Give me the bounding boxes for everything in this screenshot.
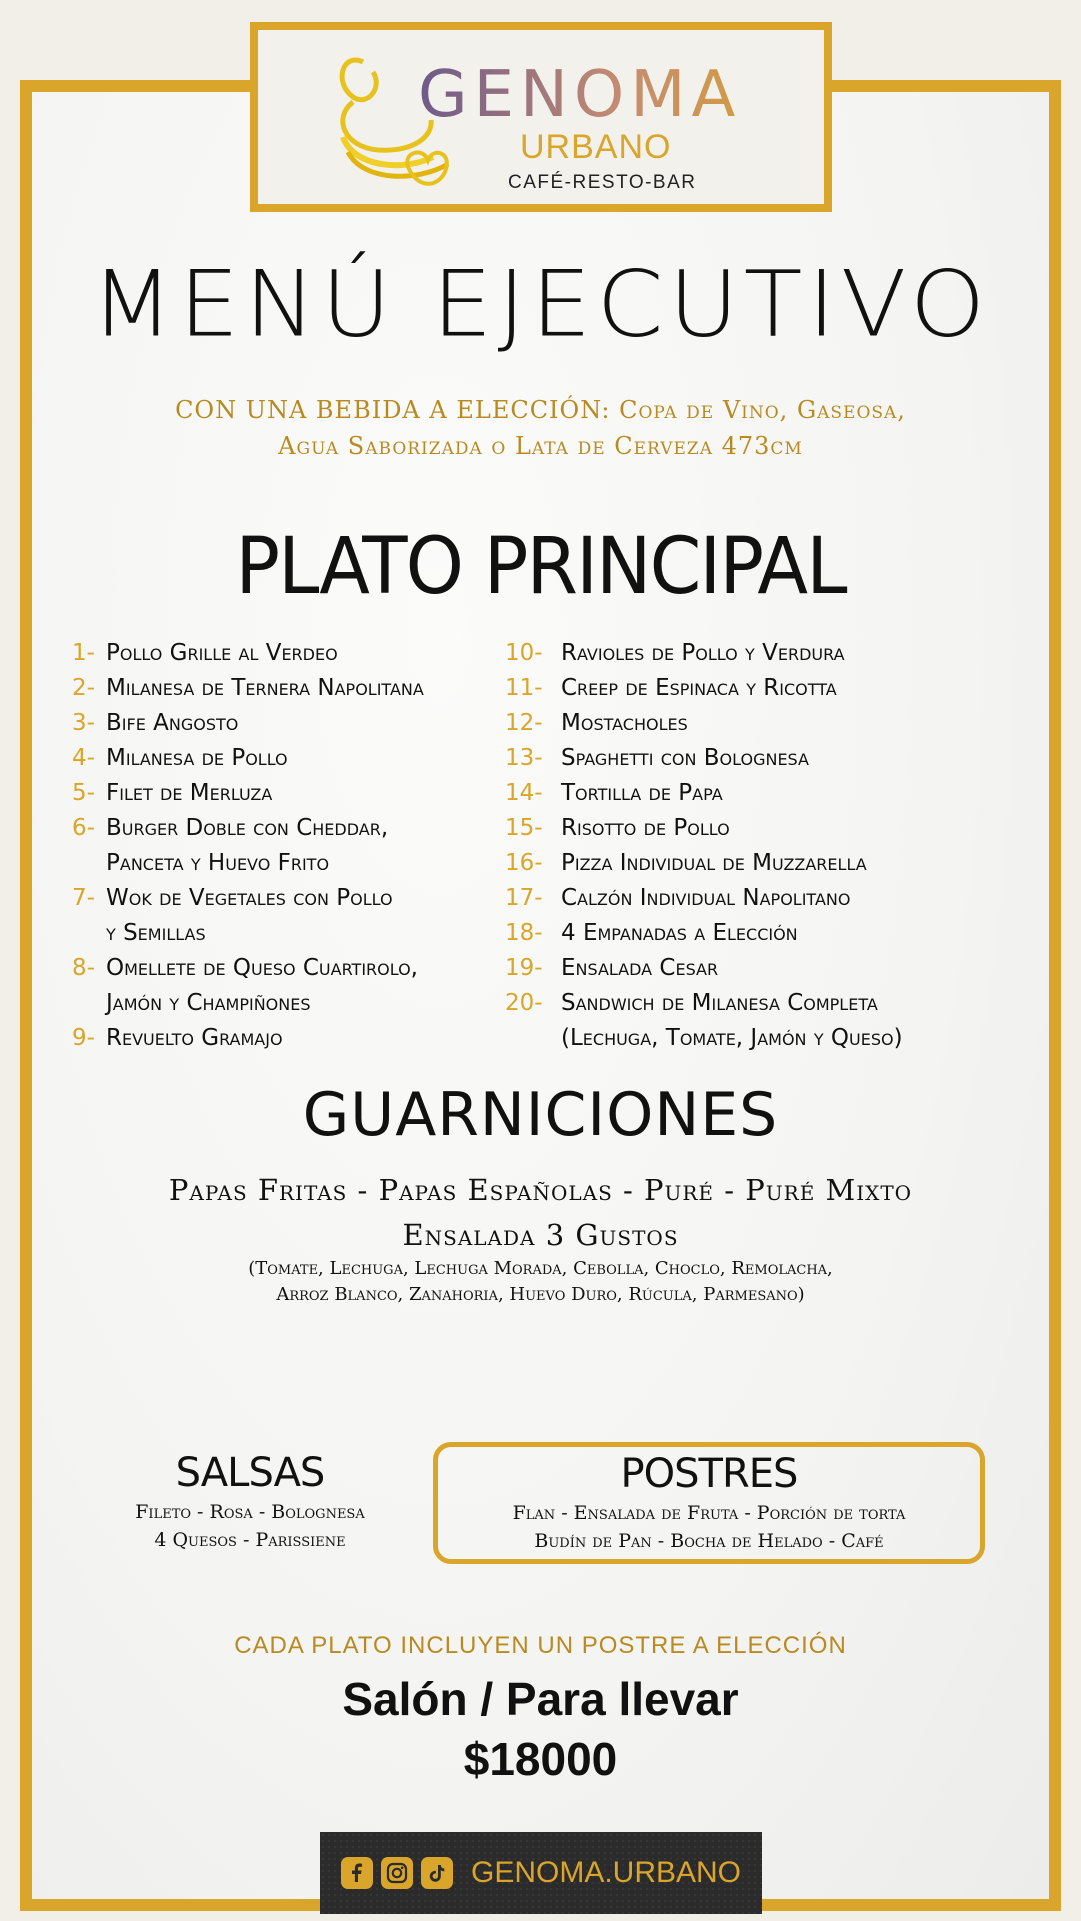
social-handle[interactable]: GENOMA.URBANO: [470, 1856, 742, 1889]
list-item: 6- Burger Doble con Cheddar, Panceta y Huevo Frito: [72, 815, 389, 876]
drink-note: [0, 392, 1081, 464]
list-item: 16- Pizza Individual de Muzzarella: [505, 850, 867, 876]
sides-note: [0, 1256, 1081, 1308]
social-bar: [320, 1832, 762, 1914]
sauces-section: [90, 1450, 410, 1554]
price: $18000: [463, 1733, 618, 1785]
desserts-line1: Flan - Ensalada de Fruta - Porción de torta: [512, 1502, 906, 1524]
list-item: 15- Risotto de Pollo: [505, 815, 730, 841]
brand-name: GENOMA: [418, 58, 818, 132]
sauces-line1: Fileto - Rosa - Bolognesa: [135, 1501, 365, 1523]
main-course-list-left: [72, 636, 492, 1056]
drink-note-line1: CON UNA BEBIDA A ELECCIÓN: Copa de Vino, Gaseosa,: [175, 396, 906, 424]
desserts-text: [438, 1499, 980, 1555]
list-item: 2- Milanesa de Ternera Napolitana: [72, 675, 424, 701]
tiktok-icon[interactable]: [421, 1857, 453, 1889]
sides-line2: Ensalada 3 Gustos: [402, 1218, 679, 1252]
list-item: 11- Creep de Espinaca y Ricotta: [505, 675, 837, 701]
list-item: 9- Revuelto Gramajo: [72, 1025, 283, 1051]
brand-tagline: CAFÉ-RESTO-BAR: [508, 172, 697, 193]
sides-title: GUARNICIONES: [302, 1080, 779, 1150]
drink-note-line2: Agua Saborizada o Lata de Cerveza 473cm: [278, 432, 803, 460]
list-item: 8- Omellete de Queso Cuartirolo, Jamón y Champiñones: [72, 955, 418, 1016]
logo: [250, 22, 832, 212]
list-item: 7- Wok de Vegetales con Pollo y Semillas: [72, 885, 393, 946]
service-type: Salón / Para llevar: [342, 1673, 739, 1725]
list-item: 12- Mostacholes: [505, 710, 688, 736]
sides-line1: Papas Fritas - Papas Españolas - Puré - Puré Mixto: [168, 1173, 913, 1207]
sauces-text: [90, 1498, 410, 1554]
instagram-icon[interactable]: [381, 1857, 413, 1889]
desserts-section: [433, 1442, 985, 1564]
list-item: 17- Calzón Individual Napolitano: [505, 885, 851, 911]
list-item: 13- Spaghetti con Bolognesa: [505, 745, 809, 771]
sauces-line2: 4 Quesos - Parissiene: [154, 1529, 346, 1551]
sides-list: [0, 1168, 1081, 1258]
list-item: 1- Pollo Grille al Verdeo: [72, 640, 338, 666]
sides-note-line2: Arroz Blanco, Zanahoria, Huevo Duro, Rúcula, Parmesano): [276, 1284, 805, 1305]
list-item: 14- Tortilla de Papa: [505, 780, 723, 806]
list-item: 19- Ensalada Cesar: [505, 955, 719, 981]
list-item: 10- Ravioles de Pollo y Verdura: [505, 640, 845, 666]
list-item: 18- 4 Empanadas a Elección: [505, 920, 798, 946]
list-item: 5- Filet de Merluza: [72, 780, 273, 806]
desserts-title: POSTRES: [620, 1451, 798, 1497]
main-course-list-right: [505, 636, 1025, 1056]
list-item: 4- Milanesa de Pollo: [72, 745, 288, 771]
desserts-line2: Budín de Pan - Bocha de Helado - Café: [534, 1530, 884, 1552]
sides-note-line1: (Tomate, Lechuga, Lechuga Morada, Cebolla, Choclo, Remolacha,: [248, 1258, 833, 1279]
brand-sub: URBANO: [520, 128, 672, 166]
menu-title: MENÚ EJECUTIVO: [90, 250, 991, 358]
main-course-title: PLATO PRINCIPAL: [235, 522, 846, 612]
facebook-icon[interactable]: [341, 1857, 373, 1889]
sauces-title: SALSAS: [175, 1450, 325, 1496]
dessert-included-note: CADA PLATO INCLUYEN UN POSTRE A ELECCIÓN: [234, 1632, 847, 1659]
list-item: 20- Sandwich de Milanesa Completa (Lechuga, Tomate, Jamón y Queso): [505, 990, 903, 1051]
list-item: 3- Bife Angosto: [72, 710, 239, 736]
